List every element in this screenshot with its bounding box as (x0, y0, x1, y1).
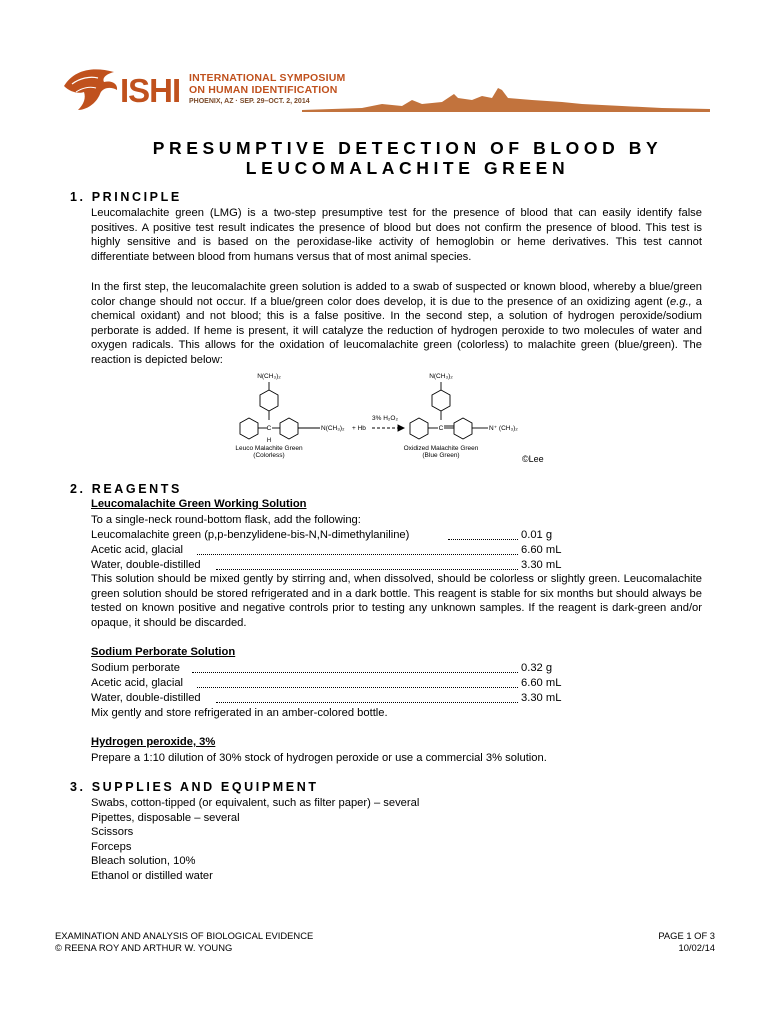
leader-dots (197, 554, 518, 555)
section-heading-supplies: 3. SUPPLIES AND EQUIPMENT (70, 780, 319, 794)
left-top-ring (260, 390, 278, 411)
lmg-note: This solution should be mixed gently by stirring and, when dissolved, should be colorless or slightly green. Leucomalachite green solution should be stored refrigerated and in a dark bottle. This reagent is stable for six months but should always be tested on known positive and negative controls prior to testing any unknown samples. If the reagent is dark-green and/or opaque, it should be discarded. (91, 573, 702, 629)
logo-tagline-1: INTERNATIONAL SYMPOSIUM (189, 72, 346, 84)
left-right-ring (280, 418, 298, 439)
footer-book-title: EXAMINATION AND ANALYSIS OF BIOLOGICAL EVIDENCE (55, 930, 314, 941)
left-h-label: H (266, 438, 272, 444)
supplies-item: Swabs, cotton-tipped (or equivalent, such as filter paper) – several (91, 797, 420, 809)
page-title (90, 138, 725, 178)
right-left-ring (410, 418, 428, 439)
principle-p2-text-b: a chemical oxidant) and not blood; this is a false positive. In the second step, a solution of hydrogen peroxide/sodium perborate is added. If heme is present, it will catalyze the reduction of hydrogen peroxide to two molecules of water and oxygen radicals. This allows for the oxidation of leucomalachite green (colorless) to malachite green (blue/green). The reaction is depicted below: (91, 295, 702, 366)
peroxide-title: Hydrogen peroxide, 3% (91, 736, 216, 748)
lmg-intro: To a single-neck round-bottom flask, add the following: (91, 514, 361, 526)
skyline (302, 88, 710, 112)
footer-date: 10/02/14 (678, 942, 715, 953)
perborate-item-1-name: Sodium perborate (91, 662, 180, 674)
left-name: Leuco Malachite Green (235, 445, 303, 452)
perborate-note: Mix gently and store refrigerated in an amber-colored bottle. (91, 707, 388, 719)
left-top-amine: N(CH₃)₂ (257, 373, 281, 380)
title-line-1: PRESUMPTIVE DETECTION OF BLOOD BY (152, 138, 663, 158)
leader-dots (192, 672, 518, 673)
reagent-label: 3% H₂O₂ (372, 415, 398, 422)
lmg-item-2-amount: 6.60 mL (521, 544, 562, 556)
page-number: PAGE 1 OF 3 (658, 930, 715, 941)
supplies-item: Pipettes, disposable – several (91, 811, 240, 824)
perborate-solution-title: Sodium Perborate Solution (91, 646, 236, 658)
footer-copyright: © REENA ROY AND ARTHUR W. YOUNG (55, 942, 233, 953)
perborate-item-2-name: Acetic acid, glacial (91, 677, 184, 689)
right-right-amine: N⁺ (CH₃)₂ (489, 425, 518, 432)
lmg-item-1-amount: 0.01 g (521, 529, 553, 541)
principle-p2-text-a: In the first step, the leucomalachite green solution is added to a swab of suspected or known blood, whereby a blue/green color change should not occur. If a blue/green color does develop, it is due to the presence of an oxidizing agent ( (91, 281, 702, 308)
lmg-item-2-name: Acetic acid, glacial (91, 544, 184, 556)
reaction-diagram (222, 368, 552, 468)
right-top-amine: N(CH₃)₂ (429, 373, 453, 380)
right-name: Oxidized Malachite Green (403, 445, 479, 452)
right-top-ring (432, 390, 450, 411)
supplies-item: Bleach solution, 10% (91, 855, 196, 868)
logo-event-details: PHOENIX, AZ · SEP. 29–OCT. 2, 2014 (189, 98, 310, 105)
title-line-2: LEUCOMALACHITE GREEN (245, 158, 570, 178)
supplies-item: Ethanol or distilled water (91, 869, 213, 882)
leader-dots (197, 687, 518, 688)
perborate-item-3-amount: 3.30 mL (521, 692, 562, 704)
perborate-item-2-amount: 6.60 mL (521, 677, 562, 689)
credit-label: ©Lee (522, 454, 544, 464)
perborate-item-1-amount: 0.32 g (521, 662, 553, 674)
phoenix-icon (64, 69, 117, 110)
right-right-ring (454, 418, 472, 439)
supplies-list (91, 796, 419, 884)
plus-hb: + Hb (352, 425, 366, 432)
perborate-item-3-name: Water, double-distilled (91, 692, 201, 704)
footer-left (55, 930, 313, 954)
peroxide-note: Prepare a 1:10 dilution of 30% stock of hydrogen peroxide or use a commercial 3% solution. (91, 752, 547, 764)
section-heading-principle: 1. PRINCIPLE (70, 190, 182, 204)
left-left-ring (240, 418, 258, 439)
lmg-solution-title: Leucomalachite Green Working Solution (91, 498, 307, 510)
leader-dots (216, 702, 518, 703)
principle-p2-eg: e.g., (670, 295, 692, 308)
right-c-label: C (438, 425, 444, 432)
left-c-label: C (266, 425, 272, 432)
leader-dots (216, 569, 518, 570)
supplies-item: Forceps (91, 840, 132, 853)
lmg-item-3-name: Water, double-distilled (91, 559, 201, 571)
lmg-item-3-amount: 3.30 mL (521, 559, 562, 571)
left-right-amine: N(CH₃)₂ (321, 425, 345, 432)
footer-right (600, 930, 715, 954)
logo-tagline-2: ON HUMAN IDENTIFICATION (189, 84, 338, 96)
supplies-item: Scissors (91, 826, 134, 839)
left-sub: (Colorless) (253, 452, 285, 459)
lmg-item-1-name: Leucomalachite green (p,p-benzylidene-bis-N,N-dimethylaniline) (91, 529, 410, 541)
principle-paragraph-1: Leucomalachite green (LMG) is a two-step presumptive test for the presence of blood that can easily identify false positives. A positive test result indicates the presence of blood but does not confirm the presence of blood. This test is highly sensitive and is based on the peroxidase-like activity of hemoglobin or heme derivatives. This test cannot differentiate between blood from humans versus that of most animal species. (91, 207, 702, 263)
section-heading-reagents: 2. REAGENTS (70, 482, 182, 496)
leader-dots (448, 539, 518, 540)
right-sub: (Blue Green) (422, 452, 460, 459)
logo-wordmark: ISHI (120, 72, 181, 109)
principle-paragraph-2 (91, 280, 702, 368)
